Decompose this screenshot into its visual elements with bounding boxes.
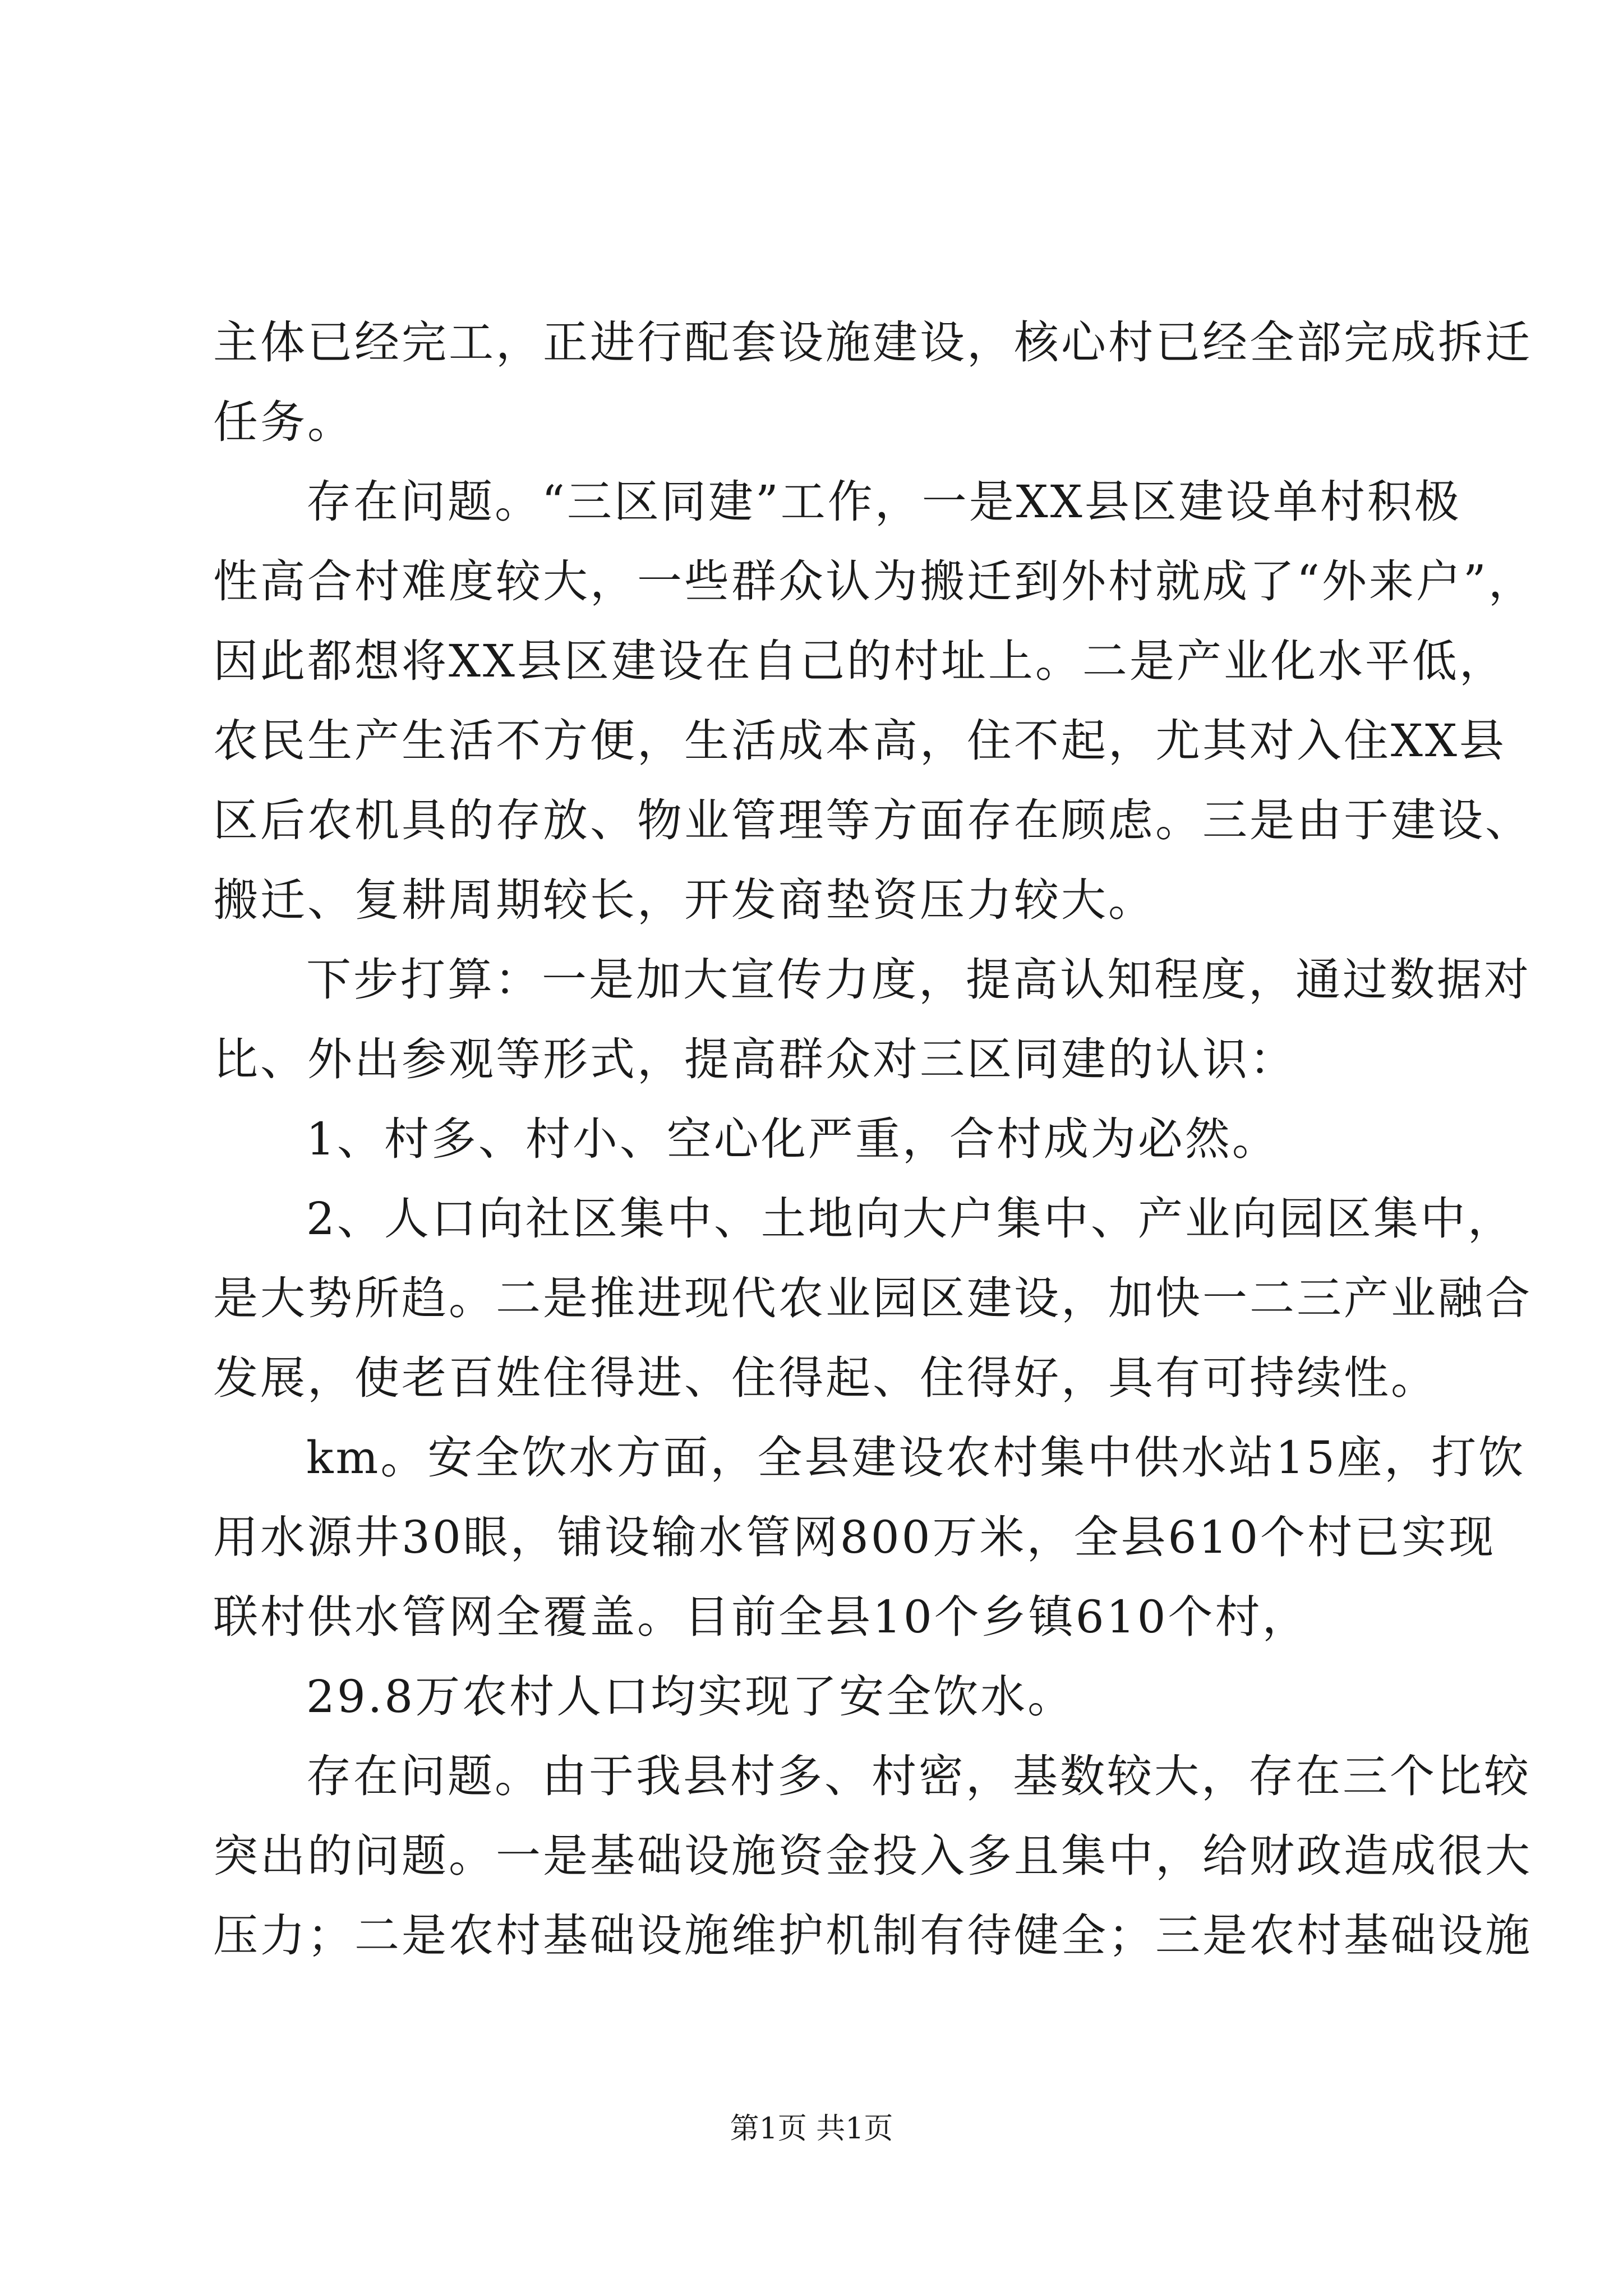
text-line: 任务。 — [213, 396, 354, 448]
text-line: 存在问题。“三区同建”工作，一是XX县区建设单村积极 — [306, 476, 1461, 528]
text-line: 2、人口向社区集中、土地向大户集中、产业向园区集中， — [306, 1193, 1515, 1245]
text-line: 区后农机具的存放、物业管理等方面存在顾虑。三是由于建设、 — [213, 794, 1532, 846]
text-line: 联村供水管网全覆盖。目前全县10个乡镇610个村， — [213, 1591, 1310, 1643]
text-line: 主体已经完工，正进行配套设施建设，核心村已经全部完成拆迁 — [213, 316, 1532, 369]
text-line: 比、外出参观等形式，提高群众对三区同建的认识： — [213, 1033, 1297, 1085]
text-line: 压力；二是农村基础设施维护机制有待健全；三是农村基础设施 — [213, 1910, 1532, 1962]
text-line: 存在问题。由于我县村多、村密，基数较大，存在三个比较 — [306, 1750, 1531, 1802]
text-line: km。安全饮水方面，全县建设农村集中供水站15座，打饮 — [306, 1432, 1526, 1484]
document-body — [213, 303, 1536, 1976]
text-line: 1、村多、村小、空心化严重，合村成为必然。 — [306, 1113, 1279, 1165]
text-line: 因此都想将XX县区建设在自己的村址上。二是产业化水平低， — [213, 635, 1506, 687]
text-line: 突出的问题。一是基础设施资金投入多且集中，给财政造成很大 — [213, 1830, 1532, 1882]
text-line: 性高合村难度较大，一些群众认为搬迁到外村就成了“外来户”， — [213, 555, 1536, 608]
text-line: 下步打算：一是加大宣传力度，提高认知程度，通过数据对 — [306, 954, 1531, 1006]
text-line: 29.8万农村人口均实现了安全饮水。 — [306, 1671, 1075, 1723]
text-line: 农民生产生活不方便，生活成本高，住不起，尤其对入住XX县 — [213, 715, 1506, 767]
text-line: 搬迁、复耕周期较长，开发商垫资压力较大。 — [213, 874, 1155, 926]
text-line: 是大势所趋。二是推进现代农业园区建设，加快一二三产业融合 — [213, 1272, 1532, 1324]
text-line: 用水源井30眼，铺设输水管网800万米，全县610个村已实现 — [213, 1511, 1496, 1563]
page-footer: 第1页 共1页 — [730, 2112, 893, 2146]
text-line: 发展，使老百姓住得进、住得起、住得好，具有可持续性。 — [213, 1352, 1438, 1404]
